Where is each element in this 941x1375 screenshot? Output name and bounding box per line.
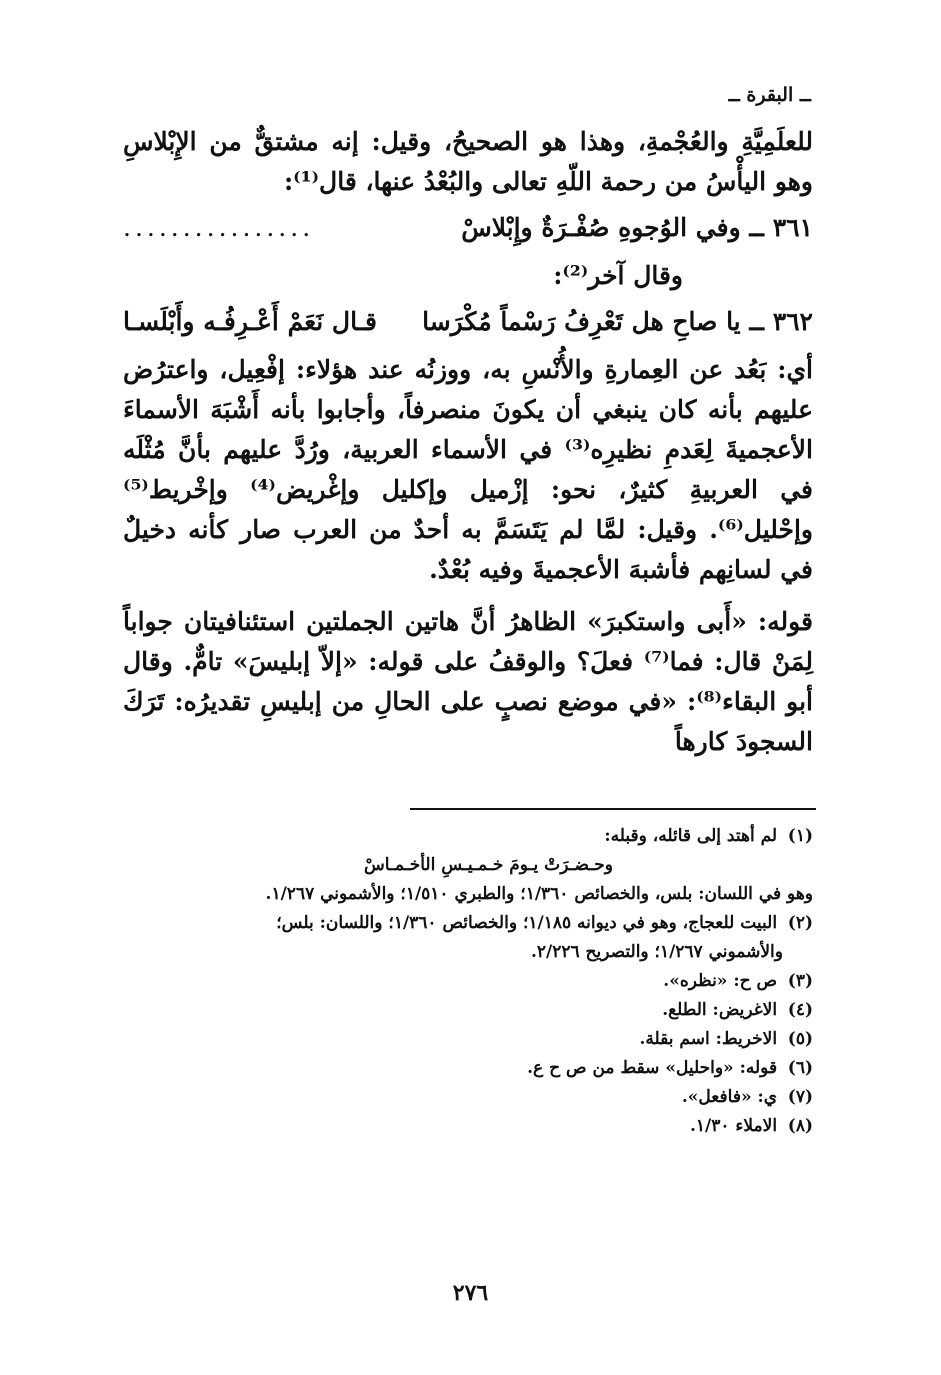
- footnote-5: [123, 1025, 813, 1054]
- footnote-2: [123, 909, 813, 938]
- footnotes: [123, 822, 813, 1141]
- verse-362-second-hemistich: قـال نَعَمْ أَعْـرِفُـه وأَبْلَسـا: [123, 307, 377, 336]
- running-header: ــ البقرة ــ: [728, 84, 811, 106]
- main-text: [123, 122, 813, 762]
- footnote-8: [123, 1112, 813, 1141]
- verse-361: [123, 208, 813, 248]
- footnote-text: الاغريض: الطلع.: [662, 1000, 778, 1020]
- page-number: ٢٧٦: [452, 1280, 489, 1306]
- footnote-number: (٦): [787, 1058, 813, 1078]
- footnote-text: ي: «فافعل».: [681, 1087, 778, 1107]
- footnote-6: [123, 1054, 813, 1083]
- verse-362-intro: وقال آخر⁽²⁾:: [553, 261, 683, 290]
- paragraph-3: قوله: «أَبى واستكبرَ» الظاهرُ أنَّ هاتين الجملتين استئنافيتان جواباً لِمَنْ قال: فما⁽⁷⁾ فعلَ؟ والوقفُ على قوله: «إلاّ إبليسَ» تامٌّ. وقال أبو البقاء⁽⁸⁾: «في موضع نصبٍ على الحالِ من إبليسِ تقديرُه: تَرَكَ السجودَ كارهاً: [123, 607, 813, 756]
- footnote-1-cont: وهو في اللسان: بلس، والخصائص ١/٣٦٠؛ والطبري ١/٥١٠؛ والأشموني ١/٢٦٧.: [265, 884, 813, 904]
- paragraph-2: أي: بَعُد عن العِمارةِ والأُنْسِ به، ووزنُه عند هؤلاء: إفْعِيل، واعترُض عليهم بأنه كان ينبغي أن يكونَ منصرفاً، وأجابوا بأنه أَشْبَهَ الأسماءَ الأعجميةَ لِعَدمِ نظيرِه⁽³⁾ في الأسماء العربية، ورُدَّ عليهم بأنَّ مُثْلَه في العربيةِ كثيرٌ، نحو: إزْميل وإكليل وإغْريض⁽⁴⁾ وإخْريط⁽⁵⁾ وإحْليل⁽⁶⁾. وقيل: لمَّا لم يَتَسَمَّ به أحدٌ من العرب صار كأنه دخيلٌ في لسانِهم فأشبهَ الأعجميةَ وفيه بُعْدٌ.: [123, 355, 813, 584]
- footnote-number: (٢): [787, 913, 813, 933]
- verse-361-text: ٣٦١ ــ وفي الوُجوهِ صُفْـرَةٌ وإِبْلاسْ: [461, 213, 813, 242]
- verse-362: [123, 302, 813, 342]
- footnote-text: الاخريط: اسم بقلة.: [639, 1029, 778, 1049]
- footnote-divider: [410, 808, 816, 810]
- footnote-number: (٥): [787, 1029, 813, 1049]
- paragraph-1: للعلَمِيَّةِ والعُجْمةِ، وهذا هو الصحيحُ، وقيل: إنه مشتقٌّ من الإِبْلاسِ وهو اليأْسُ من رحمة اللّهِ تعالى والبُعْدُ عنها، قال⁽¹⁾:: [123, 127, 813, 196]
- footnote-3: [123, 967, 813, 996]
- footnote-text: لم أهتد إلى قائله، وقبله:: [604, 826, 778, 846]
- footnote-number: (١): [787, 826, 813, 846]
- footnote-text: قوله: «واحليل» سقط من ص ح ع.: [527, 1058, 778, 1078]
- footnote-text: الاملاء ١/٣٠.: [689, 1116, 778, 1136]
- footnote-number: (٤): [787, 1000, 813, 1020]
- footnote-1: [123, 822, 813, 851]
- footnote-number: (٨): [787, 1116, 813, 1136]
- footnote-1-verse: وحـضـرَتْ يـومَ خـمـيـسِ الأخـمـاسْ: [364, 855, 613, 875]
- footnote-number: (٣): [787, 971, 813, 991]
- verse-361-dots: ................: [123, 213, 315, 242]
- footnote-7: [123, 1083, 813, 1112]
- footnote-number: (٧): [787, 1087, 813, 1107]
- verse-362-first-hemistich: ٣٦٢ ــ يا صاحِ هل تَعْرِفُ رَسْماً مُكْرَسا: [422, 307, 813, 336]
- footnote-2-cont: والأشموني ١/٢٦٧؛ والتصريح ٢/٢٢٦.: [530, 942, 783, 962]
- footnote-4: [123, 996, 813, 1025]
- footnote-text: ص ح: «نظره».: [663, 971, 778, 991]
- footnote-text: البيت للعجاج، وهو في ديوانه ١/١٨٥؛ والخصائص ١/٣٦٠؛ واللسان: بلس؛: [276, 913, 778, 933]
